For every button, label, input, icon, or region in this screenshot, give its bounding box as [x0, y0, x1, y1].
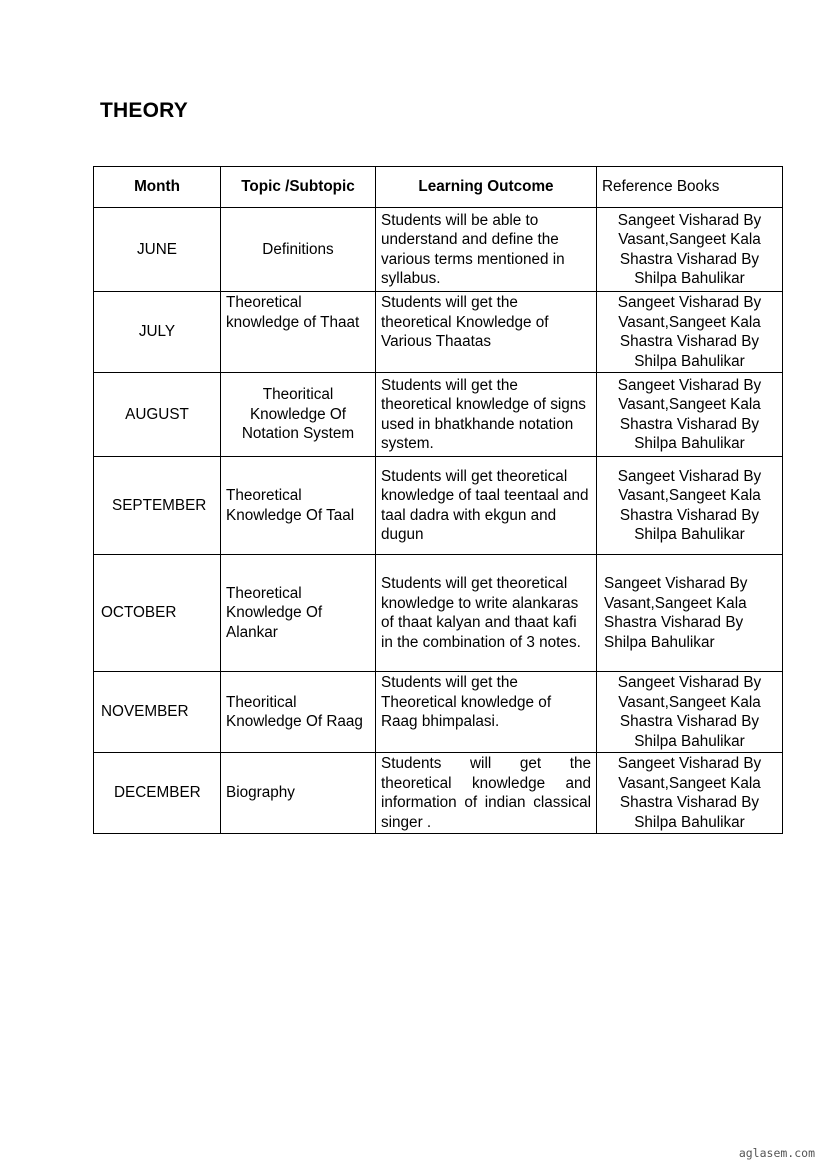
syllabus-table — [93, 166, 783, 834]
table-row — [94, 753, 783, 834]
month-cell: AUGUST — [94, 373, 221, 457]
reference-cell: Sangeet Visharad By Vasant,Sangeet Kala Shastra Visharad By Shilpa Bahulikar — [597, 457, 783, 555]
month-cell: JULY — [94, 292, 221, 373]
topic-cell: Biography — [221, 753, 376, 834]
reference-cell: Sangeet Visharad By Vasant,Sangeet Kala Shastra Visharad By Shilpa Bahulikar — [597, 292, 783, 373]
page-title: THEORY — [100, 99, 188, 122]
reference-cell: Sangeet Visharad By Vasant,Sangeet Kala Shastra Visharad By Shilpa Bahulikar — [597, 672, 783, 753]
reference-cell: Sangeet Visharad By Vasant,Sangeet Kala Shastra Visharad By Shilpa Bahulikar — [597, 753, 783, 834]
reference-cell: Sangeet Visharad By Vasant,Sangeet Kala Shastra Visharad By Shilpa Bahulikar — [597, 555, 783, 672]
month-cell: JUNE — [94, 208, 221, 292]
topic-cell: Theoretical knowledge of Thaat — [221, 292, 376, 373]
month-cell: OCTOBER — [94, 555, 221, 672]
outcome-cell: Students will get the theoretical Knowledge of Various Thaatas — [376, 292, 597, 373]
table-row — [94, 208, 783, 292]
column-header-topic: Topic /Subtopic — [221, 167, 376, 208]
table-row — [94, 555, 783, 672]
outcome-cell: Students will be able to understand and define the various terms mentioned in syllabus. — [376, 208, 597, 292]
outcome-cell: Students will get theoretical knowledge to write alankaras of thaat kalyan and thaat kafi in the combination of 3 notes. — [376, 555, 597, 672]
table-row — [94, 672, 783, 753]
table-row — [94, 292, 783, 373]
outcome-cell: Students will get the Theoretical knowledge of Raag bhimpalasi. — [376, 672, 597, 753]
source-watermark: aglasem.com — [738, 1146, 815, 1160]
table-row — [94, 457, 783, 555]
topic-cell: Theoretical Knowledge Of Taal — [221, 457, 376, 555]
topic-cell: Theoritical Knowledge Of Raag — [221, 672, 376, 753]
topic-cell: Theoritical Knowledge Of Notation System — [221, 373, 376, 457]
column-header-month: Month — [94, 167, 221, 208]
reference-cell: Sangeet Visharad By Vasant,Sangeet Kala Shastra Visharad By Shilpa Bahulikar — [597, 373, 783, 457]
outcome-cell: Students will get the theoretical knowledge of signs used in bhatkhande notation system. — [376, 373, 597, 457]
topic-cell: Theoretical Knowledge Of Alankar — [221, 555, 376, 672]
column-header-outcome: Learning Outcome — [376, 167, 597, 208]
month-cell: SEPTEMBER — [94, 457, 221, 555]
table-header-row — [94, 167, 783, 208]
month-cell: NOVEMBER — [94, 672, 221, 753]
month-cell: DECEMBER — [94, 753, 221, 834]
outcome-cell: Students will get theoretical knowledge of taal teentaal and taal dadra with ekgun and dugun — [376, 457, 597, 555]
column-header-reference: Reference Books — [597, 167, 783, 208]
topic-cell: Definitions — [221, 208, 376, 292]
outcome-cell: Students will get the theoretical knowledge and information of indian classical singer . — [376, 753, 597, 834]
reference-cell: Sangeet Visharad By Vasant,Sangeet Kala Shastra Visharad By Shilpa Bahulikar — [597, 208, 783, 292]
table-row — [94, 373, 783, 457]
